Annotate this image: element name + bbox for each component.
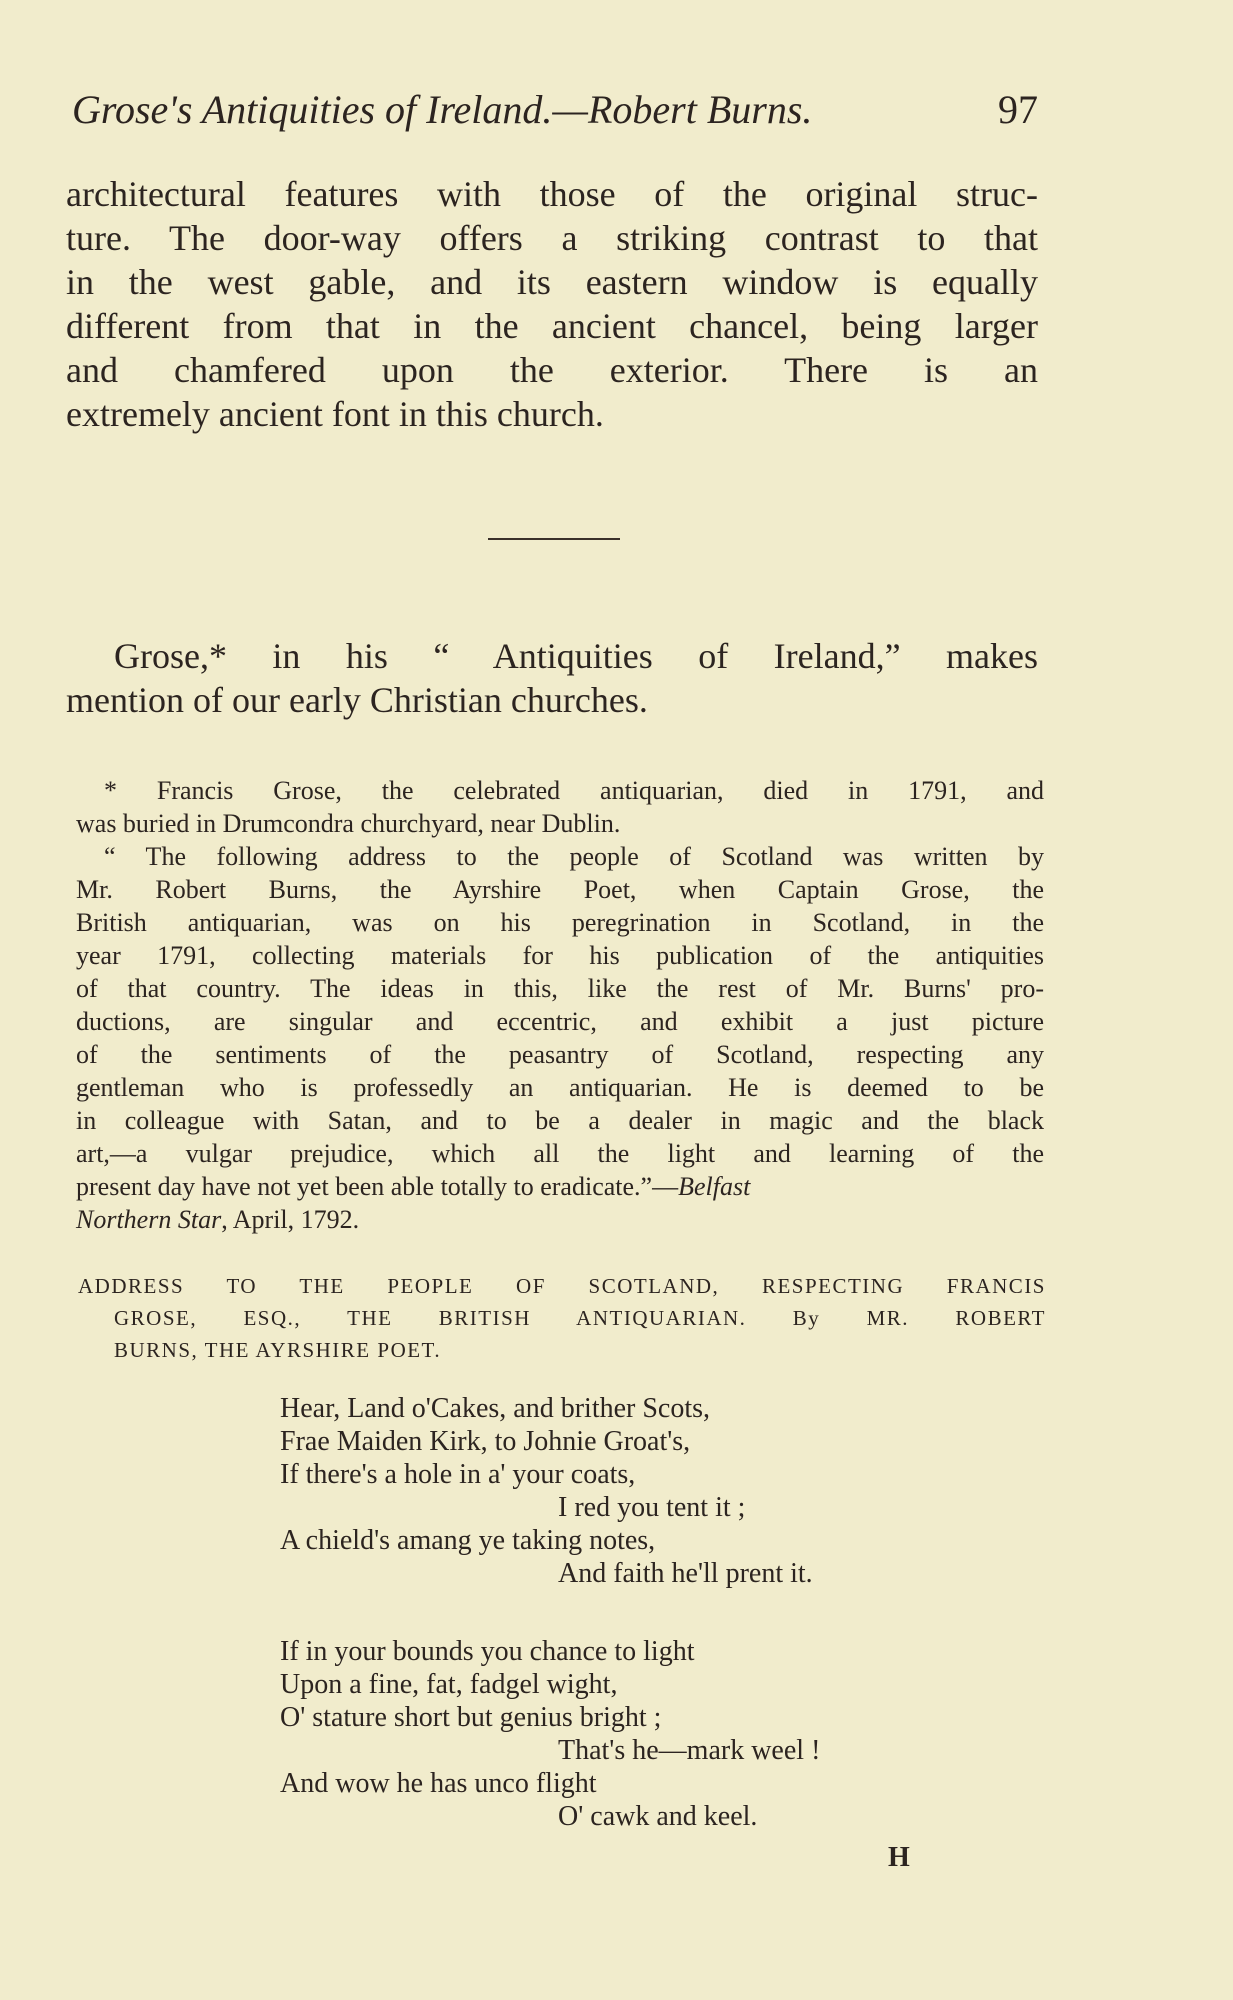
verse-line: Hear, Land o'Cakes, and brither Scots, [280, 1393, 711, 1424]
text-line: Grose,* in his “ Antiquities of Ireland,” makes [114, 636, 1038, 676]
footnote-line: ductions, are singular and eccentric, and exhibit a just picture [76, 1007, 1044, 1036]
text-line: in the west gable, and its eastern window is equally [66, 262, 1038, 302]
footnote-line: year 1791, collecting materials for his publication of the antiquities [76, 941, 1044, 970]
text-line: ture. The door-way offers a striking contrast to that [66, 218, 1038, 258]
footnote-line: gentleman who is professedly an antiquarian. He is deemed to be [76, 1073, 1044, 1102]
text-line: mention of our early Christian churches. [66, 680, 648, 720]
running-header [72, 86, 1038, 134]
text-line: extremely ancient font in this church. [66, 394, 604, 434]
address-line: ADDRESS TO THE PEOPLE OF SCOTLAND, RESPECTING FRANCIS [78, 1274, 1046, 1298]
text-line: and chamfered upon the exterior. There is an [66, 350, 1038, 390]
footnote-line: British antiquarian, was on his peregrination in Scotland, in the [76, 908, 1044, 937]
verse-line: I red you tent it ; [558, 1492, 746, 1523]
signature-mark: H [888, 1842, 910, 1873]
verse-line: And faith he'll prent it. [558, 1558, 813, 1589]
address-line: BURNS, THE AYRSHIRE POET. [114, 1338, 442, 1362]
footnote-line: * Francis Grose, the celebrated antiquarian, died in 1791, and [104, 776, 1044, 805]
footnote-line: of that country. The ideas in this, like the rest of Mr. Burns' pro- [76, 974, 1044, 1003]
footnote-line [76, 1170, 1044, 1203]
footnote-line: was buried in Drumcondra churchyard, near Dublin. [76, 809, 621, 838]
footnote [76, 774, 1044, 1236]
section-divider [488, 538, 620, 540]
verse-line: A chield's amang ye taking notes, [280, 1525, 656, 1556]
footnote-line: of the sentiments of the peasantry of Scotland, respecting any [76, 1040, 1044, 1069]
verse-line: O' cawk and keel. [558, 1801, 758, 1832]
source-title: Northern Star [76, 1205, 222, 1234]
paragraph-2 [66, 634, 1038, 722]
footnote-line: “ The following address to the people of Scotland was written by [104, 842, 1044, 871]
poem-stanza-1 [280, 1392, 980, 1590]
footnote-line: art,—a vulgar prejudice, which all the light and learning of the [76, 1139, 1044, 1168]
verse-line: That's he—mark weel ! [558, 1735, 821, 1766]
footnote-line: Northern Star, April, 1792. [76, 1205, 360, 1234]
page-number: 97 [998, 87, 1038, 132]
verse-line: O' stature short but genius bright ; [280, 1702, 662, 1733]
poem-stanza-2 [280, 1635, 980, 1833]
footnote-line: Mr. Robert Burns, the Ayrshire Poet, when Captain Grose, the [76, 875, 1044, 904]
verse-line: Upon a fine, fat, fadgel wight, [280, 1669, 618, 1700]
text-line: different from that in the ancient chancel, being larger [66, 306, 1038, 346]
paragraph-1 [66, 172, 1038, 436]
footnote-line: in colleague with Satan, and to be a dealer in magic and the black [76, 1106, 1044, 1135]
verse-line: And wow he has unco flight [280, 1768, 597, 1799]
address-title [78, 1270, 1046, 1366]
verse-line: If in your bounds you chance to light [280, 1636, 695, 1667]
verse-line: Frae Maiden Kirk, to Johnie Groat's, [280, 1426, 691, 1457]
source-title: Belfast [678, 1172, 751, 1201]
text-line: architectural features with those of the original struc- [66, 174, 1038, 214]
verse-line: If there's a hole in a' your coats, [280, 1459, 636, 1490]
address-line: GROSE, ESQ., THE BRITISH ANTIQUARIAN. By MR. ROBERT [114, 1306, 1046, 1330]
footnote-text: present day have not yet been able totally to eradicate.”— [76, 1172, 679, 1201]
running-title: Grose's Antiquities of Ireland.—Robert Burns. [72, 87, 813, 132]
